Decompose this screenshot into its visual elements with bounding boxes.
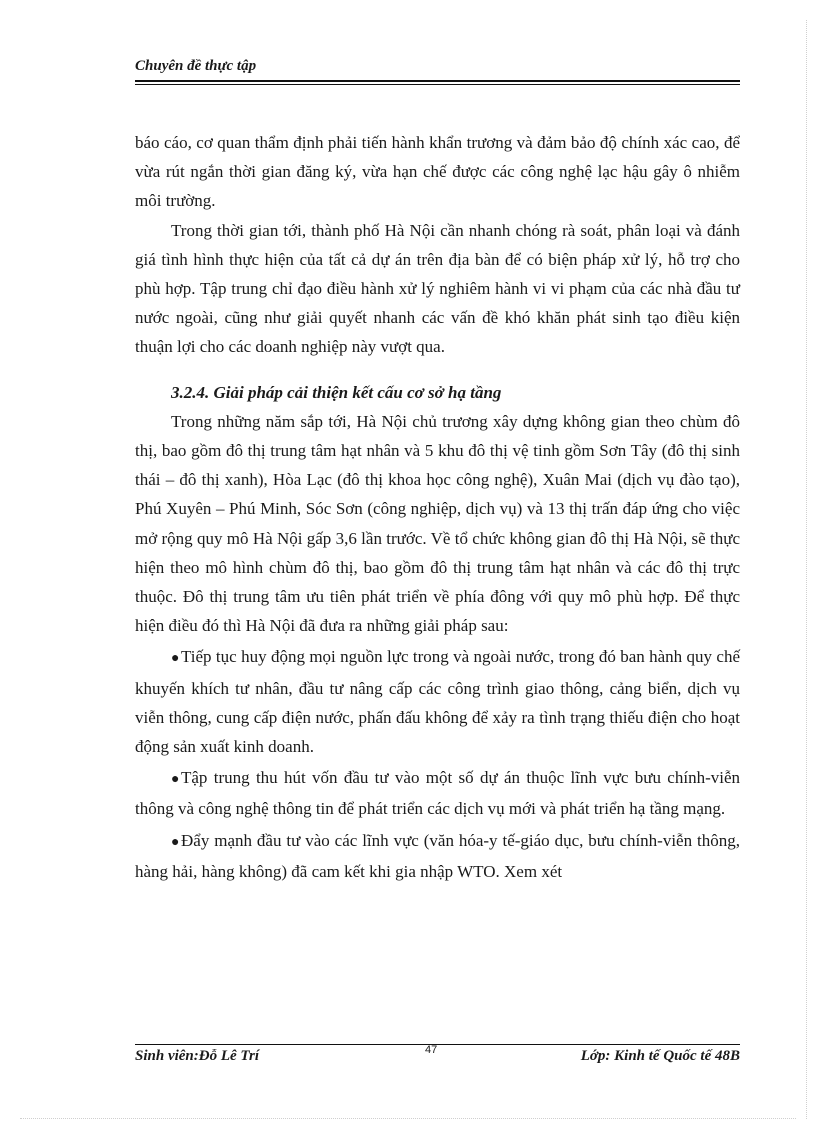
- footer-student: Sinh viên:Đỗ Lê Trí: [135, 1048, 260, 1064]
- header-divider-thick: [135, 80, 740, 82]
- bullet-text-2: Tập trung thu hút vốn đầu tư vào một số dự án thuộc lĩnh vực bưu chính-viễn thông và công nghệ thông tin để phát triển các dịch vụ mới và phát triển hạ tầng mạng.: [135, 768, 740, 819]
- bullet-item-3: [135, 826, 740, 886]
- footer-class: Lớp: Kinh tế Quốc tế 48B: [580, 1048, 740, 1064]
- bullet-item-1: [135, 642, 740, 761]
- page-edge-right: [806, 20, 807, 1119]
- bullet-text-3: Đẩy mạnh đầu tư vào các lĩnh vực (văn hóa-y tế-giáo dục, bưu chính-viễn thông, hàng hải, hàng không) đã cam kết khi gia nhập WTO. Xem xét: [135, 830, 740, 881]
- footer-divider: [135, 1044, 740, 1045]
- paragraph-1: báo cáo, cơ quan thẩm định phải tiến hành khẩn trương và đảm bảo độ chính xác cao, để vừa rút ngắn thời gian đăng ký, vừa hạn chế được các công nghệ lạc hậu gây ô nhiễm môi trường.: [135, 133, 740, 211]
- paragraph-2: Trong thời gian tới, thành phố Hà Nội cần nhanh chóng rà soát, phân loại và đánh giá tình hình thực hiện của tất cả dự án trên địa bàn để có biện pháp xử lý, hỗ trợ cho phù hợp. Tập trung chỉ đạo điều hành xử lý nghiêm hành vi vi phạm của các nhà đầu tư nước ngoài, cũng như giải quyết nhanh các vấn đề khó khăn phát sinh tạo điều kiện thuận lợi cho các doanh nghiệp này vượt qua.: [135, 220, 740, 357]
- section-heading: 3.2.4. Giải pháp cải thiện kết cấu cơ sở hạ tầng: [171, 382, 502, 402]
- bullet-icon: ●: [171, 651, 180, 667]
- page-number: 47: [425, 1044, 438, 1056]
- header-divider-thin: [135, 84, 740, 85]
- document-body: [135, 128, 740, 886]
- header-title: Chuyên đề thực tập: [135, 58, 257, 74]
- bullet-icon: ●: [171, 834, 180, 850]
- page-edge-bottom: [20, 1118, 796, 1119]
- bullet-item-2: [135, 763, 740, 823]
- paragraph-3: Trong những năm sắp tới, Hà Nội chủ trương xây dựng không gian theo chùm đô thị, bao gồm đô thị trung tâm hạt nhân và 5 khu đô thị vệ tinh gồm Sơn Tây (đô thị sinh thái – đô thị xanh), Hòa Lạc (đô thị khoa học công nghệ), Xuân Mai (dịch vụ đào tạo), Phú Xuyên – Phú Minh, Sóc Sơn (công nghiệp, dịch vụ) và 13 thị trấn đáp ứng cho việc mở rộng quy mô Hà Nội gấp 3,6 lần trước. Về tổ chức không gian đô thị Hà Nội, sẽ thực hiện theo mô hình chùm đô thị, bao gồm đô thị trung tâm hạt nhân và các đô thị trực thuộc. Đô thị trung tâm ưu tiên phát triển về phía đông với quy mô phù hợp. Để thực hiện điều đó thì Hà Nội đã đưa ra những giải pháp sau:: [135, 411, 740, 636]
- bullet-text-1: Tiếp tục huy động mọi nguồn lực trong và ngoài nước, trong đó ban hành quy chế khuyến khích tư nhân, đầu tư nâng cấp các công trình giao thông, cảng biển, dịch vụ viễn thông, cung cấp điện nước, phấn đấu không để xảy ra tình trạng thiếu điện cho hoạt động sản xuất kinh doanh.: [135, 647, 740, 757]
- bullet-icon: ●: [171, 772, 180, 788]
